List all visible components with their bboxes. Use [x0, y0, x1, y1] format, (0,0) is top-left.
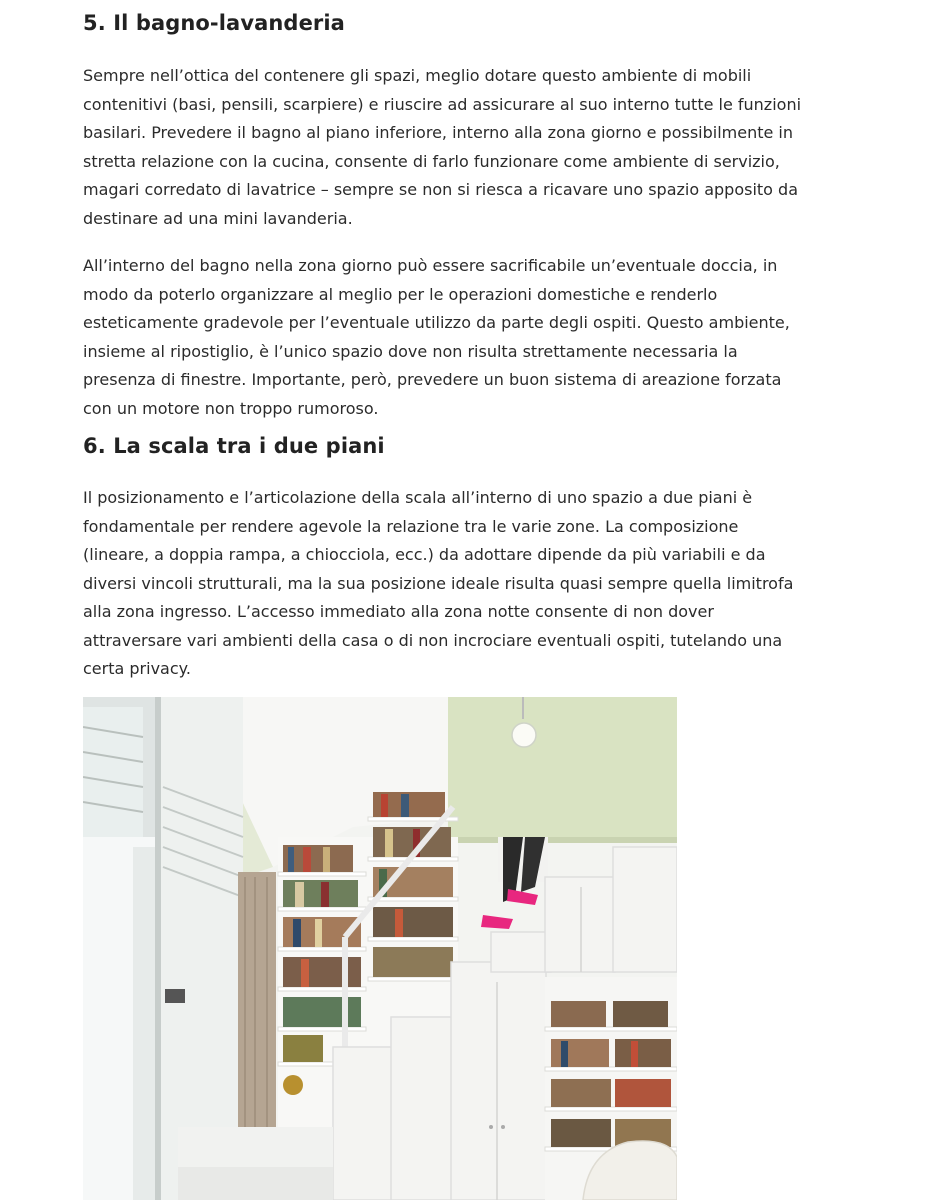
text-line: destinare ad una mini lavanderia.	[83, 208, 353, 228]
text-line: alla zona ingresso. L’accesso immediato alla zona notte consente di non dover	[83, 602, 714, 621]
text-line: presenza di finestre. Importante, però, prevedere un buon sistema di areazione forzata	[83, 370, 782, 389]
paragraph-bagno-1	[83, 62, 801, 233]
text-line: esteticamente gradevole per l’eventuale utilizzo da parte degli ospiti. Questo ambiente,	[83, 313, 790, 332]
text-line: (lineare, a doppia rampa, a chiocciola, ecc.) da adottare dipende da più variabili e da	[83, 545, 766, 564]
text-line: fondamentale per rendere agevole la relazione tra le varie zone. La composizione	[83, 516, 739, 536]
text-line: stretta relazione con la cucina, consente di farlo funzionare come ambiente di servizio,	[83, 151, 780, 171]
text-line: contenitivi (basi, pensili, scarpiere) e riuscire ad assicurare al suo interno tutte le funzioni	[83, 94, 802, 114]
staircase-illustration	[83, 697, 677, 1200]
text-line: attraversare vari ambienti della casa o di non incrociare eventuali ospiti, tutelando una	[83, 630, 783, 650]
text-line: modo da poterlo organizzare al meglio per le operazioni domestiche e renderlo	[83, 284, 718, 304]
text-line: basilari. Prevedere il bagno al piano inferiore, interno alla zona giorno e possibilmente in	[83, 123, 793, 142]
text-line: Sempre nell’ottica del contenere gli spazi, meglio dotare questo ambiente di mobili	[83, 66, 752, 85]
text-line: certa privacy.	[83, 659, 191, 678]
section-heading-scala: 6. La scala tra i due piani	[83, 434, 385, 458]
text-line: All’interno del bagno nella zona giorno può essere sacrificabile un’eventuale doccia, in	[83, 256, 778, 275]
text-line: magari corredato di lavatrice – sempre se non si riesca a ricavare uno spazio apposito da	[83, 180, 799, 199]
text-line: insieme al ripostiglio, è l’unico spazio dove non risulta strettamente necessaria la	[83, 341, 738, 361]
text-line: con un motore non troppo rumoroso.	[83, 398, 379, 418]
section-heading-bagno-lavanderia: 5. Il bagno-lavanderia	[83, 11, 345, 35]
paragraph-bagno-2	[83, 252, 790, 423]
staircase-photo	[83, 697, 677, 1200]
text-line: diversi vincoli strutturali, ma la sua posizione ideale risulta quasi sempre quella limitrofa	[83, 573, 794, 593]
paragraph-scala-1	[83, 484, 793, 684]
text-line: Il posizionamento e l’articolazione della scala all’interno di uno spazio a due piani è	[83, 488, 753, 507]
